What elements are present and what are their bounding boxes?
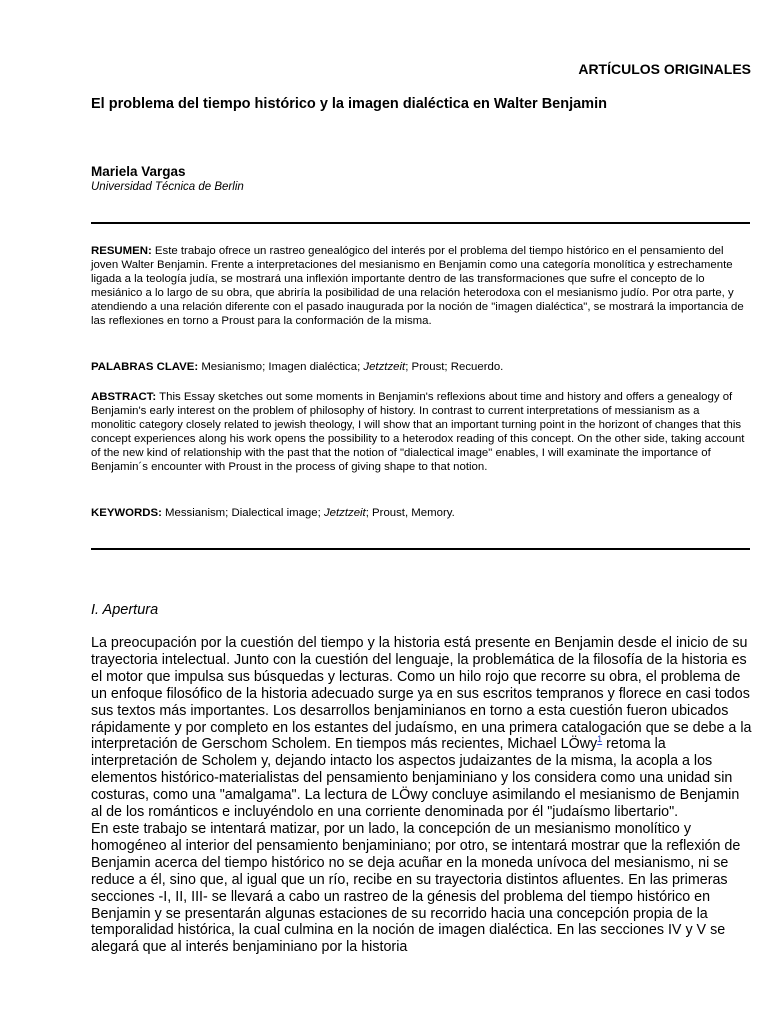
footnote-link[interactable]: 1: [597, 734, 603, 745]
article-title: El problema del tiempo histórico y la imagen dialéctica en Walter Benjamin: [91, 96, 607, 112]
body-text: [91, 635, 753, 956]
body-paragraph-2: En este trabajo se intentará matizar, por un lado, la concepción de un mesianismo monolítico y homogéneo al interior del pensamiento benjaminiano; por otro, se intentará mostrar que la reflexión de Benjamin acerca del tiempo histórico no se deja acuñar en la moneda unívoca del mesianismo, ni se reduce a él, sino que, al igual que un río, recibe en su trayectoria distintos afluentes. En las primeras secciones -I, II, III- se llevará a cabo un rastreo de la génesis del problema del tiempo histórico en Benjamin y se presentarán algunas estaciones de su recorrido hacia una concepción propia de la temporalidad histórica, la cual culmina en la noción de imagen dialéctica. En las secciones IV y V se alegará que al interés benjaminiano por la historia: [91, 820, 741, 956]
section-heading: I. Apertura: [91, 602, 159, 618]
keywords-text-end: ; Proust, Memory.: [365, 507, 455, 519]
body-paragraph-1-start: La preocupación por la cuestión del tiempo y la historia está presente en Benjamin desde el inicio de su trayectoria intelectual. Junto con la cuestión del lenguaje, la problemática de la filosofía de la historia es el motor que impulsa sus búsquedas y lecturas. Como un hilo rojo que recorre su obra, el problema de un enfoque filosófico de la historia adecuado surge ya en sus escritos tempranos y florece en casi todos sus textos más importantes. Los desarrollos benjaminianos en torno a esta cuestión fueron ubicados rápidamente y por completo en los estantes del judaísmo, en una primera catalogación que se debe a la interpretación de Gerschom Scholem. En tiempos más recientes, Michael LÖwy: [91, 635, 752, 753]
palabras-clave-paragraph: [91, 360, 746, 374]
body-paragraph-1-end: retoma la interpretación de Scholem y, dejando intacto los aspectos judaizantes de la misma, la acopla a los elementos histórico-materialistas del pensamiento benjaminiano y los considera como una unidad sin costuras, como una "amalgama". La lectura de LÖwy concluye asimilando el mesianismo de Benjamin al de los románticos e incluyéndolo en una corriente denominada por él "judaísmo libertario".: [91, 736, 740, 821]
palabras-clave-italic: Jetztzeit: [363, 361, 406, 373]
abstract-text: This Essay sketches out some moments in Benjamin's reflexions about time and history and offers a genealogy of Benjamin's early interest on the problem of philosophy of history. In contrast to current interpretations of messianism as a monolitic category closely related to jewish theology, I will show that an important turning point in the horizont of changes that this concept experiences along his work opens the possibility to a heterodox reading of this concept. On the other side, taking account of the new kind of relationship with the past that the notion of "dialectical image" enables, I will examinate the importance of Benjamin´s encounter with Proust in the process of giving shape to that notion.: [91, 391, 745, 474]
palabras-clave-text-end: ; Proust; Recuerdo.: [405, 361, 504, 373]
abstract-label: ABSTRACT:: [91, 391, 157, 403]
palabras-clave-text: Mesianismo; Imagen dialéctica;: [198, 361, 364, 373]
palabras-clave-label: PALABRAS CLAVE:: [91, 361, 199, 373]
resumen-label: RESUMEN:: [91, 245, 152, 257]
section-label: ARTÍCULOS ORIGINALES: [578, 61, 751, 77]
keywords-text: Messianism; Dialectical image;: [161, 507, 324, 519]
body-paragraph-1: [91, 635, 753, 821]
author-affiliation: Universidad Técnica de Berlin: [91, 181, 244, 193]
bottom-divider: [91, 548, 750, 550]
keywords-paragraph: [91, 506, 746, 520]
top-divider: [91, 222, 750, 224]
resumen-text: Este trabajo ofrece un rastreo genealógico del interés por el problema del tiempo histórico en el pensamiento del joven Walter Benjamin. Frente a interpretaciones del mesianismo en Benjamin como una categoría monolítica y estrechamente ligada a la teología judía, se mostrará una inflexión importante dentro de las transformaciones que sufre el concepto de lo mesiánico a lo largo de su obra, que abriría la posibilidad de una relación heterodoxa con el mesianismo judío. Por otra parte, y atendiendo a una relación diferente con el pasado inaugurada por la noción de "imagen dialéctica", se mostrará la importancia de las reflexiones en torno a Proust para la conformación de la misma.: [91, 245, 744, 328]
keywords-label: KEYWORDS:: [91, 507, 162, 519]
resumen-paragraph: [91, 244, 746, 329]
author-name: Mariela Vargas: [91, 164, 186, 179]
keywords-italic: Jetztzeit: [323, 507, 366, 519]
abstract-paragraph: [91, 390, 746, 475]
